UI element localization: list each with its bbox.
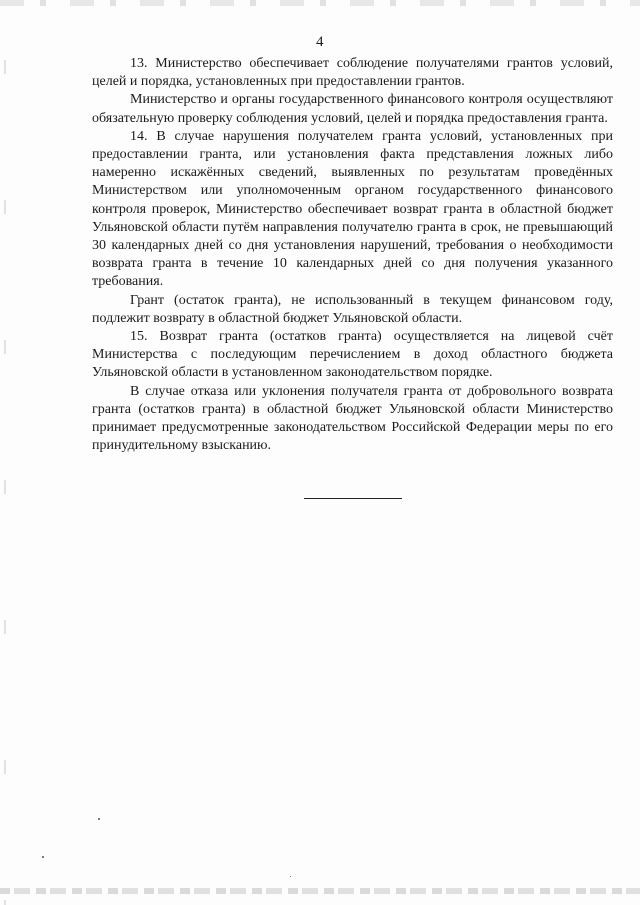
scan-edge-top	[0, 0, 640, 6]
paragraph-13-control: Министерство и органы государственного финансового контроля осуществляют обязательную проверку соблюдения условий, целей и порядка предоставления гранта.	[92, 92, 613, 126]
paragraph-14-remainder: Грант (остаток гранта), не использованный в текущем финансовом году, подлежит возврату в областной бюджет Ульяновской области.	[92, 292, 613, 326]
end-separator-line	[304, 498, 402, 499]
scan-speck	[290, 876, 291, 877]
paragraph-13: 13. Министерство обеспечивает соблюдение получателями грантов условий, целей и порядка, установленных при предоставлении грантов.	[92, 56, 613, 90]
paragraph-15: 15. Возврат гранта (остатков гранта) осуществляется на лицевой счёт Министерства с последующим перечислением в доход областного бюджета Ульяновской области в установленном законодательством порядке.	[92, 329, 613, 381]
paragraph-14: 14. В случае нарушения получателем гранта условий, установленных при предоставлении гранта, или установления факта представления ложных либо намеренно искажённых сведений, выявленных по результатам проведённых Министерством или уполномоченным органом государственного финансового контроля проверок, Министерство обеспечивает возврат гранта в областной бюджет Ульяновской области путём направления получателю гранта в срок, не превышающий 30 календарных дней со дня установления нарушений, требования о необходимости возврата гранта в течение 10 календарных дней со дня получения указанного требования.	[92, 128, 613, 290]
scan-speck	[98, 818, 100, 820]
paragraph-15-enforcement: В случае отказа или уклонения получателя гранта от добровольного возврата гранта (остатков гранта) в областной бюджет Ульяновской области Министерство принимает предусмотренные законодательством Российской Федерации меры по его принудительному взысканию.	[92, 383, 613, 454]
document-body	[92, 55, 613, 455]
page-number: 4	[316, 34, 324, 50]
scan-edge-left	[4, 0, 6, 905]
scan-speck	[42, 856, 44, 858]
scan-edge-bottom	[0, 888, 640, 894]
